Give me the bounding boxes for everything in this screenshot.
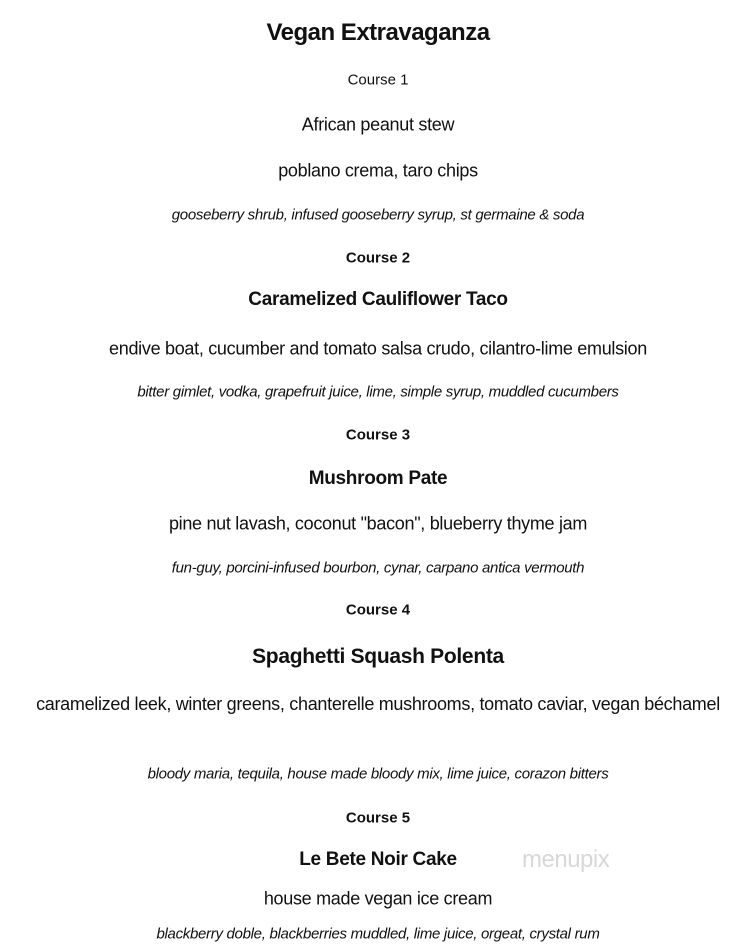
dish-name: Mushroom Pate: [308, 468, 448, 489]
dish-name: Spaghetti Squash Polenta: [252, 645, 504, 668]
drink-pairing: fun-guy, porcini-infused bourbon, cynar, carpano antica vermouth: [171, 559, 585, 577]
dish-description: caramelized leek, winter greens, chanterelle mushrooms, tomato caviar, vegan béchamel: [36, 694, 720, 714]
course-label: Course 2: [345, 249, 411, 267]
course-label: Course 1: [347, 71, 409, 89]
course-label: Course 3: [345, 426, 411, 444]
drink-pairing: blackberry doble, blackberries muddled, lime juice, orgeat, crystal rum: [156, 925, 600, 943]
menu-title: Vegan Extravaganza: [266, 19, 490, 46]
drink-pairing: gooseberry shrub, infused gooseberry syrup, st germaine & soda: [171, 206, 585, 224]
dish-name: Caramelized Cauliflower Taco: [248, 289, 508, 310]
drink-pairing: bitter gimlet, vodka, grapefruit juice, lime, simple syrup, muddled cucumbers: [137, 383, 619, 401]
watermark-logo: menupix: [522, 846, 610, 873]
dish-description: poblano crema, taro chips: [278, 160, 478, 181]
dish-description: endive boat, cucumber and tomato salsa crudo, cilantro-lime emulsion: [109, 338, 647, 359]
dish-description: pine nut lavash, coconut "bacon", blueberry thyme jam: [168, 513, 588, 534]
dish-name: African peanut stew: [301, 114, 455, 135]
dish-name: Le Bete Noir Cake: [299, 849, 457, 870]
course-label: Course 4: [345, 601, 411, 619]
course-label: Course 5: [345, 809, 411, 827]
drink-pairing: bloody maria, tequila, house made bloody mix, lime juice, corazon bitters: [147, 765, 609, 783]
dish-description: house made vegan ice cream: [263, 888, 493, 909]
